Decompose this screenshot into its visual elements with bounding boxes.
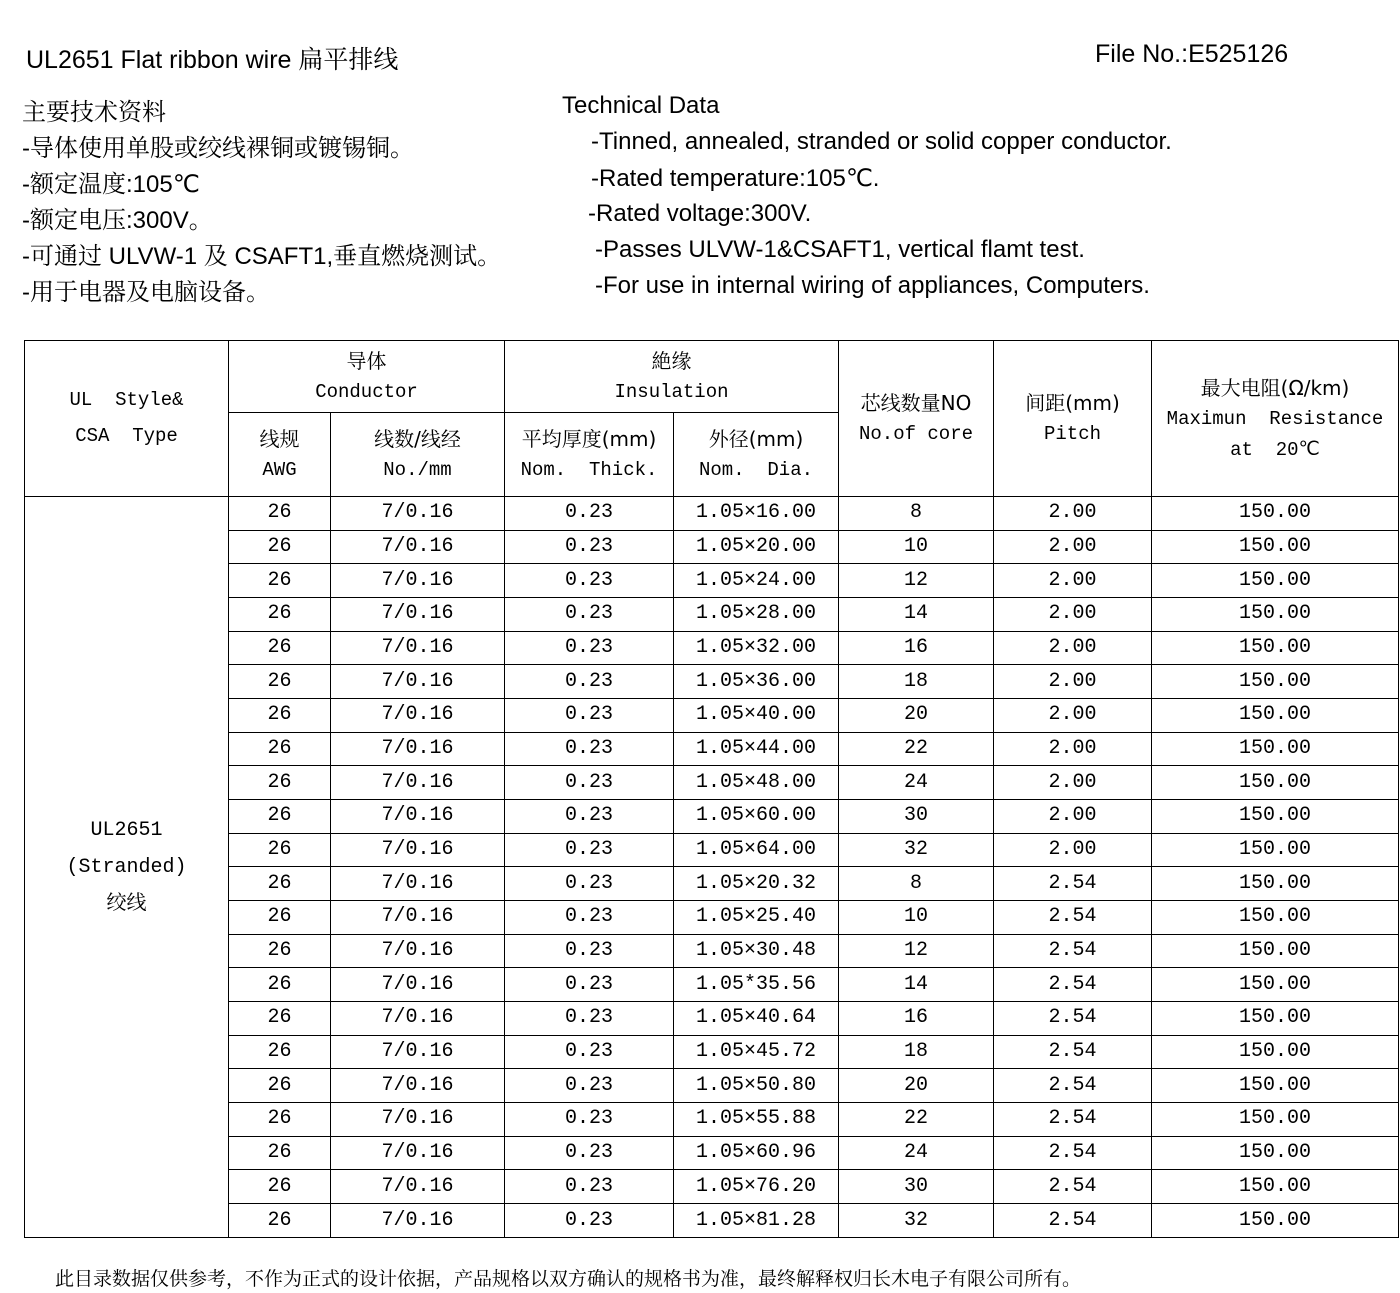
header-awg (229, 413, 331, 497)
table-row (25, 631, 1399, 665)
cell-thickness: 0.23 (505, 800, 674, 834)
table-row (25, 968, 1399, 1002)
cell-awg: 26 (229, 901, 331, 935)
file-number: File No.:E525126 (1095, 40, 1289, 68)
cell-pitch: 2.54 (994, 1204, 1152, 1238)
cell-thickness: 0.23 (505, 631, 674, 665)
cell-resistance: 150.00 (1152, 800, 1399, 834)
table-row (25, 1002, 1399, 1036)
header-diameter-en: Nom. Dia. (698, 459, 814, 482)
cell-resistance: 150.00 (1152, 833, 1399, 867)
cell-pitch: 2.54 (994, 1035, 1152, 1069)
cell-pitch: 2.00 (994, 564, 1152, 598)
cell-awg: 26 (229, 934, 331, 968)
cell-strand: 7/0.16 (331, 833, 505, 867)
cell-strand: 7/0.16 (331, 1035, 505, 1069)
cell-cores: 32 (839, 1204, 994, 1238)
cell-diameter: 1.05*35.56 (674, 968, 839, 1002)
cell-strand: 7/0.16 (331, 665, 505, 699)
cell-strand: 7/0.16 (331, 800, 505, 834)
cell-awg: 26 (229, 1204, 331, 1238)
header-pitch-zh: 间距(mm) (1025, 391, 1120, 416)
cell-awg: 26 (229, 833, 331, 867)
header-cores-en: No.of core (858, 423, 974, 446)
tech-line-zh: -额定电压:300V。 (22, 207, 213, 234)
table-row (25, 833, 1399, 867)
cell-thickness: 0.23 (505, 968, 674, 1002)
cell-cores: 14 (839, 968, 994, 1002)
cell-thickness: 0.23 (505, 1069, 674, 1103)
table-row (25, 699, 1399, 733)
cell-cores: 32 (839, 833, 994, 867)
cell-resistance: 150.00 (1152, 665, 1399, 699)
cell-thickness: 0.23 (505, 732, 674, 766)
cell-awg: 26 (229, 1170, 331, 1204)
cell-strand: 7/0.16 (331, 732, 505, 766)
cell-awg: 26 (229, 732, 331, 766)
cell-diameter: 1.05×48.00 (674, 766, 839, 800)
cell-awg: 26 (229, 530, 331, 564)
cell-pitch: 2.00 (994, 497, 1152, 531)
cell-awg: 26 (229, 665, 331, 699)
cell-cores: 24 (839, 766, 994, 800)
cell-diameter: 1.05×36.00 (674, 665, 839, 699)
cell-cores: 18 (839, 1035, 994, 1069)
cell-pitch: 2.54 (994, 1069, 1152, 1103)
cell-thickness: 0.23 (505, 699, 674, 733)
cell-thickness: 0.23 (505, 530, 674, 564)
cell-diameter: 1.05×44.00 (674, 732, 839, 766)
cell-strand: 7/0.16 (331, 699, 505, 733)
cell-cores: 10 (839, 530, 994, 564)
cell-strand: 7/0.16 (331, 766, 505, 800)
cell-strand: 7/0.16 (331, 598, 505, 632)
cell-cores: 12 (839, 934, 994, 968)
cell-resistance: 150.00 (1152, 564, 1399, 598)
cell-pitch: 2.00 (994, 800, 1152, 834)
header-strand-en: No./mm (383, 459, 452, 482)
table-row (25, 1204, 1399, 1238)
table-row (25, 1035, 1399, 1069)
cell-awg: 26 (229, 598, 331, 632)
cell-diameter: 1.05×24.00 (674, 564, 839, 598)
table-row (25, 766, 1399, 800)
cell-thickness: 0.23 (505, 665, 674, 699)
cell-thickness: 0.23 (505, 934, 674, 968)
header-resistance-en: at 20℃ (1230, 438, 1320, 461)
cell-strand: 7/0.16 (331, 497, 505, 531)
table-row (25, 800, 1399, 834)
cell-style-label (25, 497, 229, 1238)
cell-awg: 26 (229, 968, 331, 1002)
cell-cores: 16 (839, 631, 994, 665)
cell-strand: 7/0.16 (331, 968, 505, 1002)
cell-thickness: 0.23 (505, 1136, 674, 1170)
cell-pitch: 2.54 (994, 1136, 1152, 1170)
cell-pitch: 2.00 (994, 699, 1152, 733)
footer-disclaimer: 此目录数据仅供参考，不作为正式的设计依据，产品规格以双方确认的规格书为准，最终解释权归长木电子有限公司所有。 (55, 1269, 1082, 1290)
header-insulation-en: Insulation (614, 381, 729, 404)
cell-diameter: 1.05×20.32 (674, 867, 839, 901)
tech-line-zh: -用于电器及电脑设备。 (22, 279, 270, 306)
cell-resistance: 150.00 (1152, 631, 1399, 665)
header-strand-zh: 线数/线经 (374, 427, 461, 452)
cell-thickness: 0.23 (505, 833, 674, 867)
header-strand (331, 413, 505, 497)
tech-line-en: -Passes ULVW-1&CSAFT1, vertical flamt test. (595, 236, 1085, 263)
cell-resistance: 150.00 (1152, 1035, 1399, 1069)
cell-diameter: 1.05×40.64 (674, 1002, 839, 1036)
tech-line-zh: -可通过 ULVW-1 及 CSAFT1,垂直燃烧测试。 (22, 243, 502, 270)
cell-pitch: 2.00 (994, 530, 1152, 564)
cell-resistance: 150.00 (1152, 867, 1399, 901)
document-title: UL2651 Flat ribbon wire 扁平排线 (26, 46, 399, 74)
table-body (25, 497, 1399, 1238)
cell-pitch: 2.00 (994, 665, 1152, 699)
cell-cores: 18 (839, 665, 994, 699)
header-awg-zh: 线规 (259, 427, 300, 452)
cell-resistance: 150.00 (1152, 1170, 1399, 1204)
cell-diameter: 1.05×76.20 (674, 1170, 839, 1204)
cell-resistance: 150.00 (1152, 732, 1399, 766)
cell-pitch: 2.54 (994, 1002, 1152, 1036)
cell-diameter: 1.05×60.96 (674, 1136, 839, 1170)
header-thickness-zh: 平均厚度(mm) (521, 427, 657, 452)
cell-pitch: 2.54 (994, 1170, 1152, 1204)
cell-resistance: 150.00 (1152, 1103, 1399, 1137)
cell-thickness: 0.23 (505, 901, 674, 935)
cell-pitch: 2.54 (994, 867, 1152, 901)
tech-line-en: -For use in internal wiring of appliances, Computers. (595, 272, 1150, 299)
cell-pitch: 2.54 (994, 901, 1152, 935)
cell-cores: 24 (839, 1136, 994, 1170)
header-thickness (505, 413, 674, 497)
table-row (25, 867, 1399, 901)
cell-awg: 26 (229, 1103, 331, 1137)
table-row (25, 901, 1399, 935)
cell-diameter: 1.05×16.00 (674, 497, 839, 531)
cell-resistance: 150.00 (1152, 1002, 1399, 1036)
header-style (25, 341, 229, 497)
cell-pitch: 2.54 (994, 968, 1152, 1002)
tech-line-en: -Rated voltage:300V. (588, 200, 812, 227)
cell-awg: 26 (229, 867, 331, 901)
cell-thickness: 0.23 (505, 564, 674, 598)
cell-cores: 22 (839, 732, 994, 766)
cell-cores: 8 (839, 497, 994, 531)
header-resistance-zh: 最大电阻(Ω/km) (1200, 376, 1350, 401)
header-cores (839, 341, 994, 497)
cell-diameter: 1.05×28.00 (674, 598, 839, 632)
style-label-line: UL2651 (90, 818, 163, 842)
cell-cores: 20 (839, 699, 994, 733)
cell-awg: 26 (229, 497, 331, 531)
cell-diameter: 1.05×45.72 (674, 1035, 839, 1069)
cell-awg: 26 (229, 564, 331, 598)
header-conductor (229, 341, 505, 413)
cell-resistance: 150.00 (1152, 530, 1399, 564)
cell-resistance: 150.00 (1152, 699, 1399, 733)
cell-diameter: 1.05×25.40 (674, 901, 839, 935)
cell-resistance: 150.00 (1152, 598, 1399, 632)
cell-cores: 14 (839, 598, 994, 632)
cell-cores: 20 (839, 1069, 994, 1103)
cell-pitch: 2.54 (994, 1103, 1152, 1137)
cell-cores: 30 (839, 1170, 994, 1204)
cell-thickness: 0.23 (505, 1035, 674, 1069)
cell-resistance: 150.00 (1152, 1069, 1399, 1103)
cell-cores: 22 (839, 1103, 994, 1137)
cell-resistance: 150.00 (1152, 901, 1399, 935)
cell-thickness: 0.23 (505, 1170, 674, 1204)
cell-awg: 26 (229, 1035, 331, 1069)
cell-cores: 16 (839, 1002, 994, 1036)
cell-strand: 7/0.16 (331, 1170, 505, 1204)
table-row (25, 732, 1399, 766)
cell-awg: 26 (229, 1136, 331, 1170)
cell-thickness: 0.23 (505, 1204, 674, 1238)
cell-strand: 7/0.16 (331, 530, 505, 564)
cell-diameter: 1.05×50.80 (674, 1069, 839, 1103)
spec-table (24, 340, 1399, 1238)
table-row (25, 934, 1399, 968)
cell-diameter: 1.05×64.00 (674, 833, 839, 867)
header-diameter-zh: 外径(mm) (708, 427, 804, 452)
cell-resistance: 150.00 (1152, 1136, 1399, 1170)
cell-diameter: 1.05×40.00 (674, 699, 839, 733)
cell-diameter: 1.05×55.88 (674, 1103, 839, 1137)
table-row (25, 1069, 1399, 1103)
cell-pitch: 2.00 (994, 631, 1152, 665)
cell-strand: 7/0.16 (331, 631, 505, 665)
cell-strand: 7/0.16 (331, 1103, 505, 1137)
tech-line-zh: -导体使用单股或绞线裸铜或镀锡铜。 (22, 135, 414, 162)
cell-resistance: 150.00 (1152, 968, 1399, 1002)
cell-cores: 30 (839, 800, 994, 834)
cell-awg: 26 (229, 699, 331, 733)
header-style-line: CSA Type (75, 424, 178, 447)
header-resistance (1152, 341, 1399, 497)
cell-awg: 26 (229, 1069, 331, 1103)
cell-strand: 7/0.16 (331, 867, 505, 901)
style-label-line: (Stranded) (66, 855, 187, 879)
cell-strand: 7/0.16 (331, 1136, 505, 1170)
header-resistance-en: Maximun Resistance (1166, 408, 1384, 431)
cell-diameter: 1.05×81.28 (674, 1204, 839, 1238)
tech-line-en: -Tinned, annealed, stranded or solid copper conductor. (591, 128, 1172, 155)
cell-resistance: 150.00 (1152, 766, 1399, 800)
cell-awg: 26 (229, 1002, 331, 1036)
header-diameter (674, 413, 839, 497)
cell-pitch: 2.54 (994, 934, 1152, 968)
cell-diameter: 1.05×20.00 (674, 530, 839, 564)
cell-diameter: 1.05×32.00 (674, 631, 839, 665)
cell-diameter: 1.05×60.00 (674, 800, 839, 834)
cell-cores: 12 (839, 564, 994, 598)
cell-thickness: 0.23 (505, 766, 674, 800)
header-pitch (994, 341, 1152, 497)
cell-diameter: 1.05×30.48 (674, 934, 839, 968)
header-thickness-en: Nom. Thick. (520, 459, 658, 482)
cell-cores: 8 (839, 867, 994, 901)
tech-line-en: -Rated temperature:105℃. (591, 165, 880, 192)
cell-resistance: 150.00 (1152, 1204, 1399, 1238)
header-conductor-zh: 导体 (346, 349, 387, 374)
header-style-line: UL Style& (69, 389, 184, 412)
style-label-line: 绞线 (106, 892, 147, 916)
cell-strand: 7/0.16 (331, 1204, 505, 1238)
table-row (25, 564, 1399, 598)
table-row (25, 497, 1399, 531)
cell-thickness: 0.23 (505, 1103, 674, 1137)
cell-awg: 26 (229, 631, 331, 665)
cell-resistance: 150.00 (1152, 934, 1399, 968)
cell-strand: 7/0.16 (331, 901, 505, 935)
tech-line-zh: -额定温度:105℃ (22, 171, 200, 198)
cell-awg: 26 (229, 766, 331, 800)
table-row (25, 598, 1399, 632)
cell-thickness: 0.23 (505, 867, 674, 901)
cell-pitch: 2.00 (994, 766, 1152, 800)
tech-heading-zh: 主要技术资料 (22, 99, 166, 126)
cell-pitch: 2.00 (994, 598, 1152, 632)
cell-strand: 7/0.16 (331, 1069, 505, 1103)
cell-pitch: 2.00 (994, 833, 1152, 867)
header-insulation (505, 341, 839, 413)
header-pitch-en: Pitch (1043, 423, 1101, 446)
header-conductor-en: Conductor (315, 381, 418, 404)
header-awg-en: AWG (262, 459, 297, 482)
tech-heading-en: Technical Data (562, 92, 720, 119)
table-row (25, 530, 1399, 564)
cell-strand: 7/0.16 (331, 564, 505, 598)
cell-thickness: 0.23 (505, 598, 674, 632)
table-row (25, 665, 1399, 699)
table-row (25, 1103, 1399, 1137)
cell-strand: 7/0.16 (331, 934, 505, 968)
table-row (25, 1170, 1399, 1204)
cell-pitch: 2.00 (994, 732, 1152, 766)
cell-awg: 26 (229, 800, 331, 834)
header-insulation-zh: 絶缘 (651, 349, 692, 374)
cell-thickness: 0.23 (505, 497, 674, 531)
cell-thickness: 0.23 (505, 1002, 674, 1036)
table-row (25, 1136, 1399, 1170)
cell-cores: 10 (839, 901, 994, 935)
cell-strand: 7/0.16 (331, 1002, 505, 1036)
cell-resistance: 150.00 (1152, 497, 1399, 531)
header-cores-zh: 芯线数量NO (860, 391, 972, 416)
